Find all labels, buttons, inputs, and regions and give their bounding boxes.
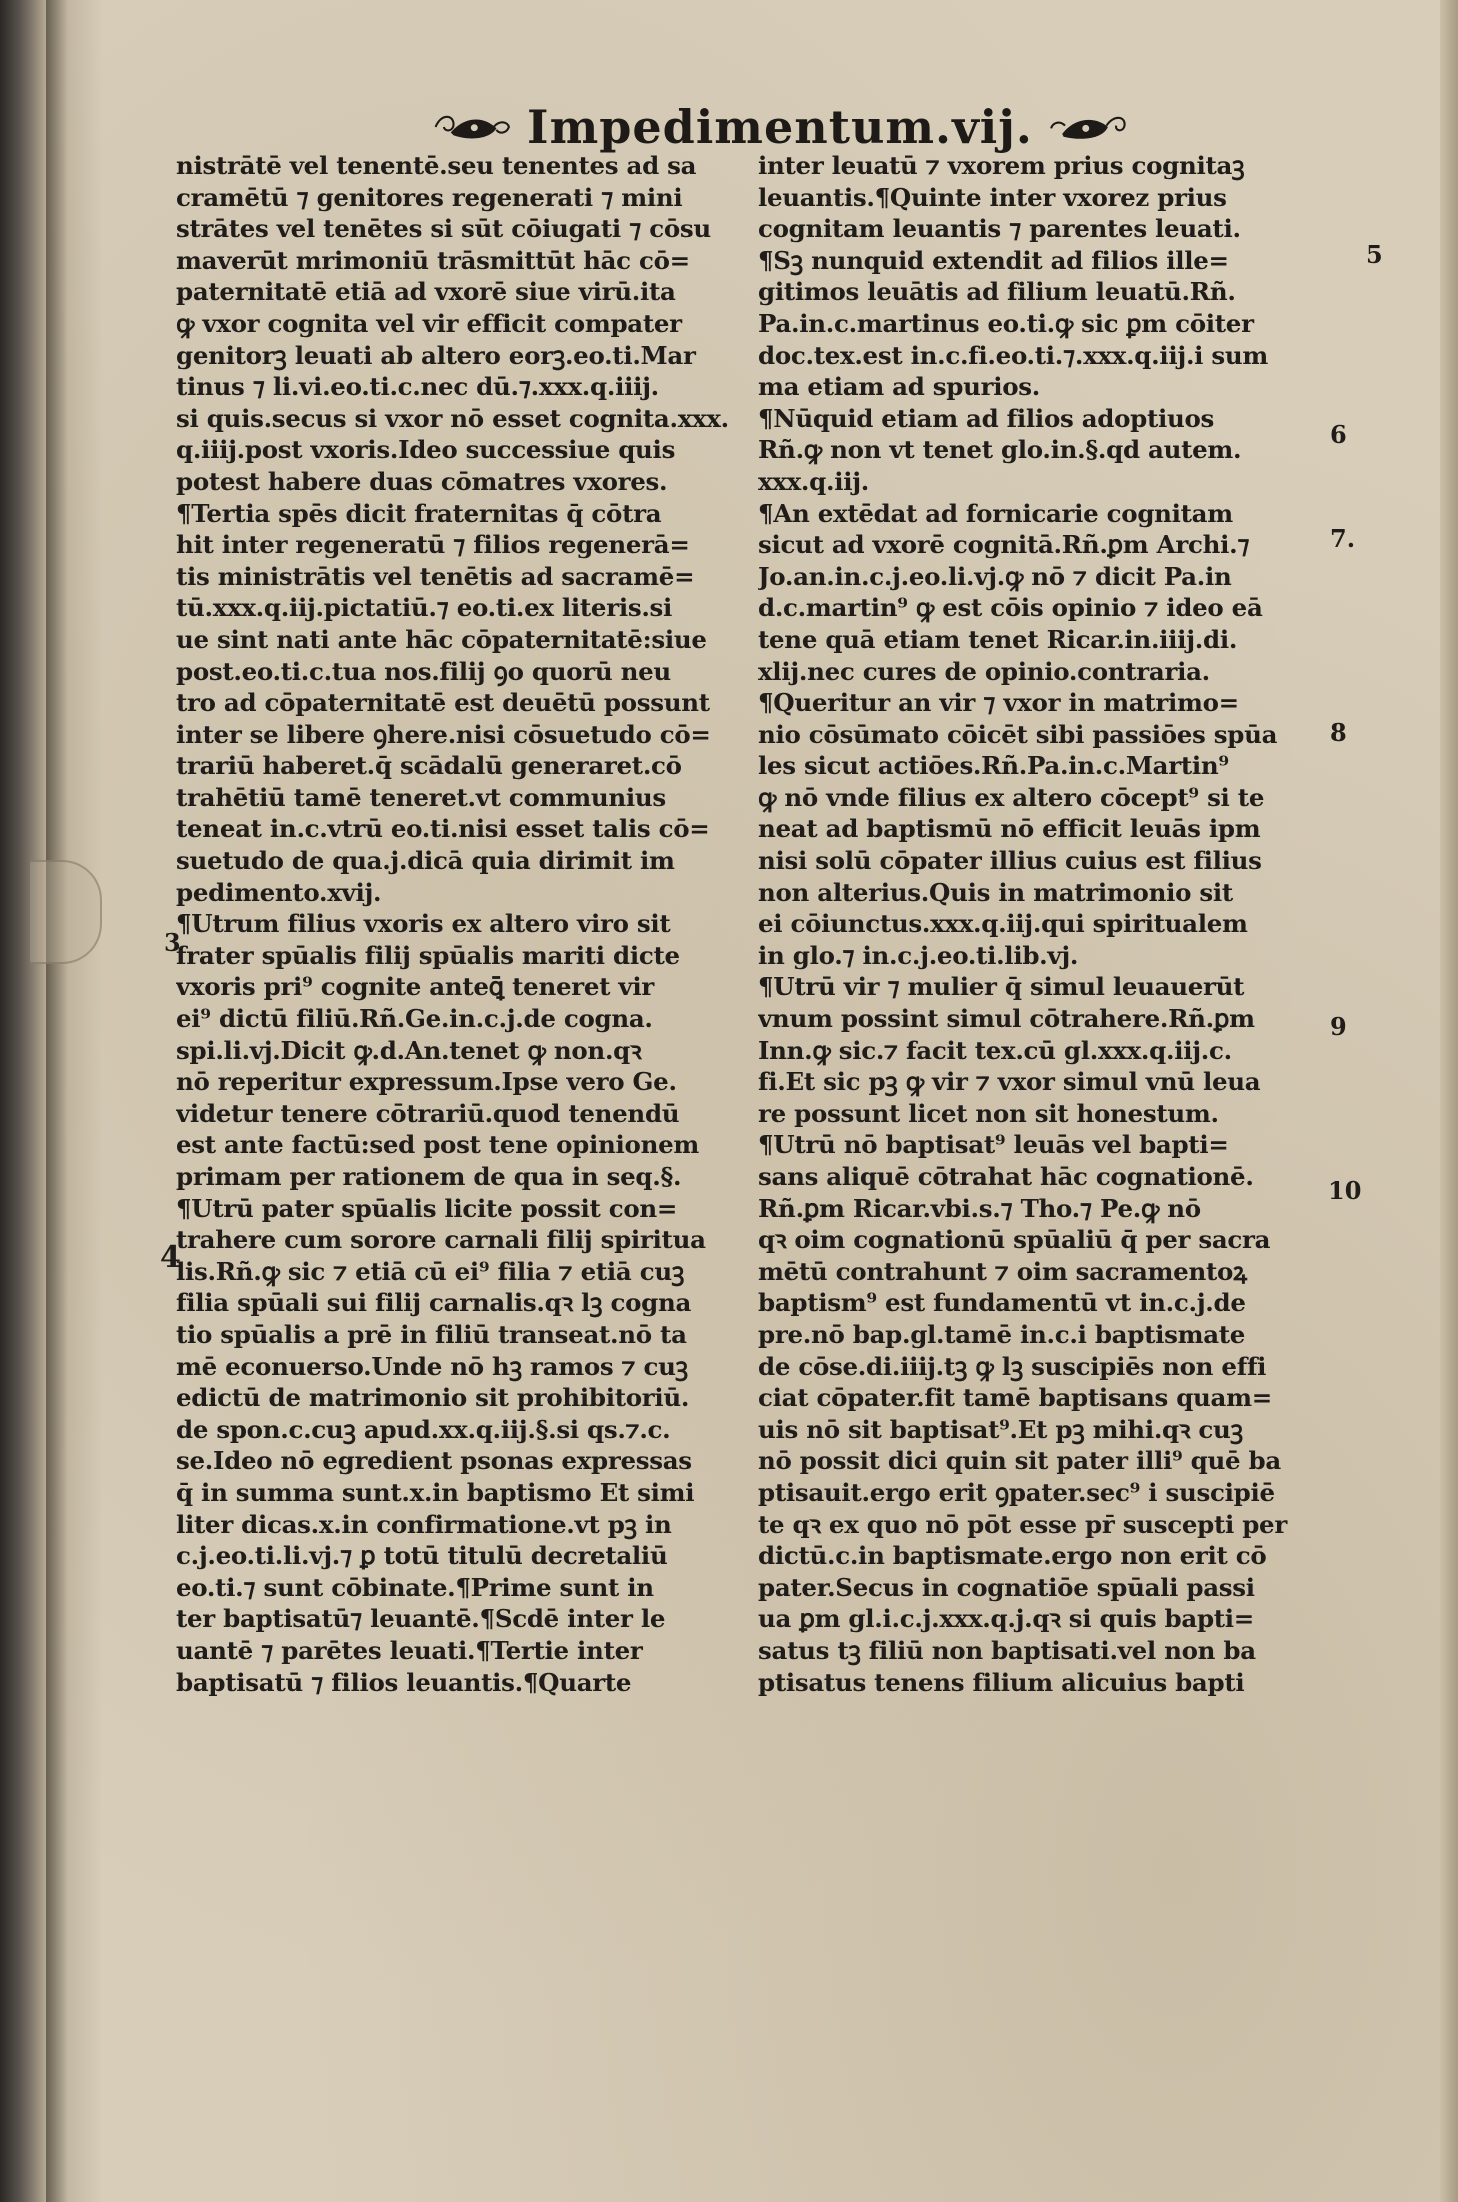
text-line: se.Ideo nō egredient psonas expressas	[176, 1446, 692, 1476]
text-line: neat ad baptismū nō efficit leuās ipm	[758, 814, 1261, 844]
text-line: uantē ⁊ parētes leuati.¶Tertie inter	[176, 1635, 643, 1665]
text-line: nisi solū cōpater illius cuius est filius	[758, 846, 1262, 876]
text-line: suetudo de qua.j.dicā quia dirimit im	[176, 846, 675, 876]
text-line: Pa.in.c.martinus eo.ti.ꝙ sic ꝑm cōiter	[758, 308, 1254, 338]
text-line: sans aliquē cōtrahat hāc cognationē.	[758, 1162, 1254, 1191]
text-line: liter dicas.x.in confirmatione.vt pꝫ in	[176, 1509, 672, 1539]
right-text-column	[758, 150, 1348, 1698]
text-line: ciat cōpater.fit tamē baptisans quam=	[758, 1383, 1272, 1413]
text-line: trahētiū tamē teneret.vt communius	[176, 782, 666, 812]
text-line: tene quā etiam tenet Ricar.in.iiij.di.	[758, 624, 1238, 654]
text-line: potest habere duas cōmatres vxores.	[176, 466, 668, 496]
text-line: ¶Queritur an vir ⁊ vxor in matrimo=	[758, 688, 1239, 718]
text-line: leuantis.¶Quinte inter vxorez prius	[758, 182, 1227, 212]
text-line: paternitatē etiā ad vxorē siue virū.ita	[176, 277, 676, 307]
text-line: re possunt licet non sit honestum.	[758, 1098, 1219, 1128]
margin-number-7: 7.	[1330, 524, 1356, 553]
text-line: baptism⁹ est fundamentū vt in.c.j.de	[758, 1288, 1246, 1318]
text-line: pre.nō bap.gl.tamē in.c.i baptismate	[758, 1319, 1246, 1349]
text-line: ei⁹ dictū filiū.Rñ.Ge.in.c.j.de cogna.	[176, 1004, 653, 1034]
right-ornament-icon	[1047, 97, 1130, 157]
text-line: ua ꝑm gl.i.c.j.xxx.q.j.qꝛ si quis bapti=	[758, 1604, 1255, 1634]
text-line: de cōse.di.iiij.tꝫ ꝙ lꝫ suscipiēs non effi	[758, 1351, 1267, 1381]
text-line: vxoris pri⁹ cognite anteꝗ̄ teneret vir	[176, 972, 654, 1002]
text-line: fi.Et sic pꝫ ꝙ vir ⁊ vxor simul vnū leua	[758, 1067, 1261, 1097]
text-line: trahere cum sorore carnali filij spiritua	[176, 1225, 706, 1255]
margin-number-4: 4	[160, 1240, 181, 1275]
text-line: in glo.⁊ in.c.j.eo.ti.lib.vj.	[758, 940, 1079, 970]
text-line: eo.ti.⁊ sunt cōbinate.¶Prime sunt in	[176, 1572, 654, 1602]
text-line: videtur tenere cōtrariū.quod tenendū	[176, 1098, 680, 1128]
text-line: tis ministrātis vel tenētis ad sacramē=	[176, 561, 695, 591]
text-line: ꝙ vxor cognita vel vir efficit compater	[176, 308, 682, 338]
text-line: de spon.c.cuꝫ apud.xx.q.iij.§.si qs.⁊.c.	[176, 1414, 671, 1444]
text-line: ¶Utrū pater spūalis licite possit con=	[176, 1193, 678, 1223]
left-ornament-icon	[430, 97, 513, 157]
text-line: primam per rationem de qua in seq.§.	[176, 1162, 682, 1191]
text-line: ei cōiunctus.xxx.q.iij.qui spiritualem	[758, 909, 1248, 939]
text-line: strātes vel tenētes si sūt cōiugati ⁊ cōsu	[176, 214, 711, 244]
text-line: tinus ⁊ li.vi.eo.ti.c.nec dū.⁊.xxx.q.iiij.	[176, 372, 659, 402]
margin-number-5: 5	[1366, 240, 1383, 269]
page-clasp-mark	[30, 860, 102, 964]
text-line: filia spūali sui filij carnalis.qꝛ lꝫ cogna	[176, 1288, 692, 1318]
text-line: qꝛ oim cognationū spūaliū q̄ per sacra	[758, 1225, 1271, 1255]
text-line: ter baptisatū⁊ leuantē.¶Scdē inter le	[176, 1604, 666, 1634]
text-line: nistrātē vel tenentē.seu tenentes ad sa	[176, 151, 697, 180]
text-line: si quis.secus si vxor nō esset cognita.xxx.	[176, 403, 729, 433]
text-line: les sicut actiōes.Rñ.Pa.in.c.Martin⁹	[758, 751, 1229, 781]
text-line: c.j.eo.ti.li.vj.⁊ ꝑ totū titulū decretaliū	[176, 1541, 668, 1571]
text-line: mētū contrahunt ⁊ oim sacramentoꝝ	[758, 1256, 1247, 1286]
text-line: Jo.an.in.c.j.eo.li.vj.ꝙ nō ⁊ dicit Pa.in	[758, 561, 1232, 591]
margin-number-6: 6	[1330, 420, 1347, 449]
text-line: est ante factū:sed post tene opinionem	[176, 1130, 700, 1160]
text-line: nō reperitur expressum.Ipse vero Ge.	[176, 1067, 677, 1097]
text-line: cramētū ⁊ genitores regenerati ⁊ mini	[176, 182, 683, 212]
text-line: satus tꝫ filiū non baptisati.vel non ba	[758, 1635, 1256, 1665]
text-line: post.eo.ti.c.tua nos.filij ꝯo quorū neu	[176, 656, 671, 686]
text-line: ¶Utrum filius vxoris ex altero viro sit	[176, 909, 671, 939]
left-text-column	[176, 150, 756, 1698]
text-line: Inn.ꝙ sic.⁊ facit tex.cū gl.xxx.q.iij.c.	[758, 1035, 1232, 1065]
text-line: inter se libere ꝯhere.nisi cōsuetudo cō=	[176, 719, 711, 749]
page-title: Impedimentum.vij.	[527, 100, 1033, 154]
text-line: ꝙ nō vnde filius ex altero cōcept⁹ si te	[758, 782, 1265, 812]
text-line: ¶Sꝫ nunquid extendit ad filios ille=	[758, 245, 1229, 275]
text-line: pedimento.xvij.	[176, 877, 382, 907]
text-line: ¶Utrū nō baptisat⁹ leuās vel bapti=	[758, 1130, 1229, 1160]
text-line: ¶Utrū vir ⁊ mulier q̄ simul leuauerūt	[758, 972, 1245, 1002]
text-line: uis nō sit baptisat⁹.Et pꝫ mihi.qꝛ cuꝫ	[758, 1414, 1243, 1444]
text-line: xlij.nec cures de opinio.contraria.	[758, 656, 1210, 686]
margin-number-10: 10	[1328, 1176, 1362, 1205]
text-line: tro ad cōpaternitatē est deuētū possunt	[176, 688, 710, 718]
text-line: doc.tex.est in.c.fi.eo.ti.⁊.xxx.q.iij.i sum	[758, 340, 1269, 370]
text-line: genitorꝫ leuati ab altero eorꝫ.eo.ti.Mar	[176, 340, 696, 370]
gutter-shadow	[46, 0, 68, 2202]
text-line: spi.li.vj.Dicit ꝙ.d.An.tenet ꝙ non.qꝛ	[176, 1035, 642, 1065]
text-line: maverūt mrimoniū trāsmittūt hāc cō=	[176, 245, 690, 275]
text-line: ue sint nati ante hāc cōpaternitatē:siue	[176, 624, 707, 654]
text-line: teneat in.c.vtrū eo.ti.nisi esset talis cō=	[176, 814, 710, 844]
text-line: edictū de matrimonio sit prohibitoriū.	[176, 1383, 690, 1413]
page-fore-edge	[1440, 0, 1458, 2202]
text-line: Rñ.ꝑm Ricar.vbi.s.⁊ Tho.⁊ Pe.ꝙ nō	[758, 1193, 1201, 1223]
text-line: pater.Secus in cognatiōe spūali passi	[758, 1572, 1255, 1602]
text-line: Rñ.ꝙ non vt tenet glo.in.§.qd autem.	[758, 435, 1242, 465]
book-binding-edge	[0, 0, 46, 2202]
text-line: q.iiij.post vxoris.Ideo successiue quis	[176, 435, 676, 465]
text-line: d.c.martin⁹ ꝙ est cōis opinio ⁊ ideo eā	[758, 593, 1263, 623]
text-line: nō possit dici quin sit pater illi⁹ quē ba	[758, 1446, 1281, 1476]
text-line: q̄ in summa sunt.x.in baptismo Et simi	[176, 1477, 695, 1507]
text-line: ¶An extēdat ad fornicarie cognitam	[758, 498, 1233, 528]
text-line: te qꝛ ex quo nō pōt esse pr̄ suscepti per	[758, 1509, 1287, 1539]
text-line: xxx.q.iij.	[758, 466, 870, 496]
margin-number-3: 3	[164, 928, 181, 957]
text-line: baptisatū ⁊ filios leuantis.¶Quarte	[176, 1667, 632, 1697]
text-line: trariū haberet.q̄ scādalū generaret.cō	[176, 751, 682, 781]
text-line: ¶Tertia spēs dicit fraternitas q̄ cōtra	[176, 498, 662, 528]
text-line: ¶Nūquid etiam ad filios adoptiuos	[758, 403, 1215, 433]
text-line: vnum possint simul cōtrahere.Rñ.ꝑm	[758, 1004, 1255, 1034]
margin-number-9: 9	[1330, 1012, 1347, 1041]
text-line: ptisauit.ergo erit ꝯpater.sec⁹ i suscipiē	[758, 1477, 1275, 1507]
text-line: ma etiam ad spurios.	[758, 372, 1041, 402]
text-line: mē econuerso.Unde nō hꝫ ramos ⁊ cuꝫ	[176, 1351, 688, 1381]
text-line: inter leuatū ⁊ vxorem prius cognitaꝫ	[758, 151, 1245, 180]
text-line: tū.xxx.q.iij.pictatiū.⁊ eo.ti.ex literis.si	[176, 593, 673, 623]
text-line: tio spūalis a prē in filiū transeat.nō ta	[176, 1319, 687, 1349]
text-line: gitimos leuātis ad filium leuatū.Rñ.	[758, 277, 1236, 307]
text-line: ptisatus tenens filium alicuius bapti	[758, 1667, 1245, 1697]
text-line: sicut ad vxorē cognitā.Rñ.ꝑm Archi.⁊	[758, 530, 1250, 560]
text-line: non alterius.Quis in matrimonio sit	[758, 877, 1233, 907]
text-line: nio cōsūmato cōicēt sibi passiōes spūa	[758, 719, 1278, 749]
text-line: dictū.c.in baptismate.ergo non erit cō	[758, 1541, 1267, 1571]
text-line: frater spūalis filij spūalis mariti dicte	[176, 940, 680, 970]
text-line: hit inter regeneratū ⁊ filios regenerā=	[176, 530, 690, 560]
margin-number-8: 8	[1330, 718, 1347, 747]
text-line: cognitam leuantis ⁊ parentes leuati.	[758, 214, 1241, 244]
text-line: lis.Rñ.ꝙ sic ⁊ etiā cū ei⁹ filia ⁊ etiā cuꝫ	[176, 1256, 685, 1286]
